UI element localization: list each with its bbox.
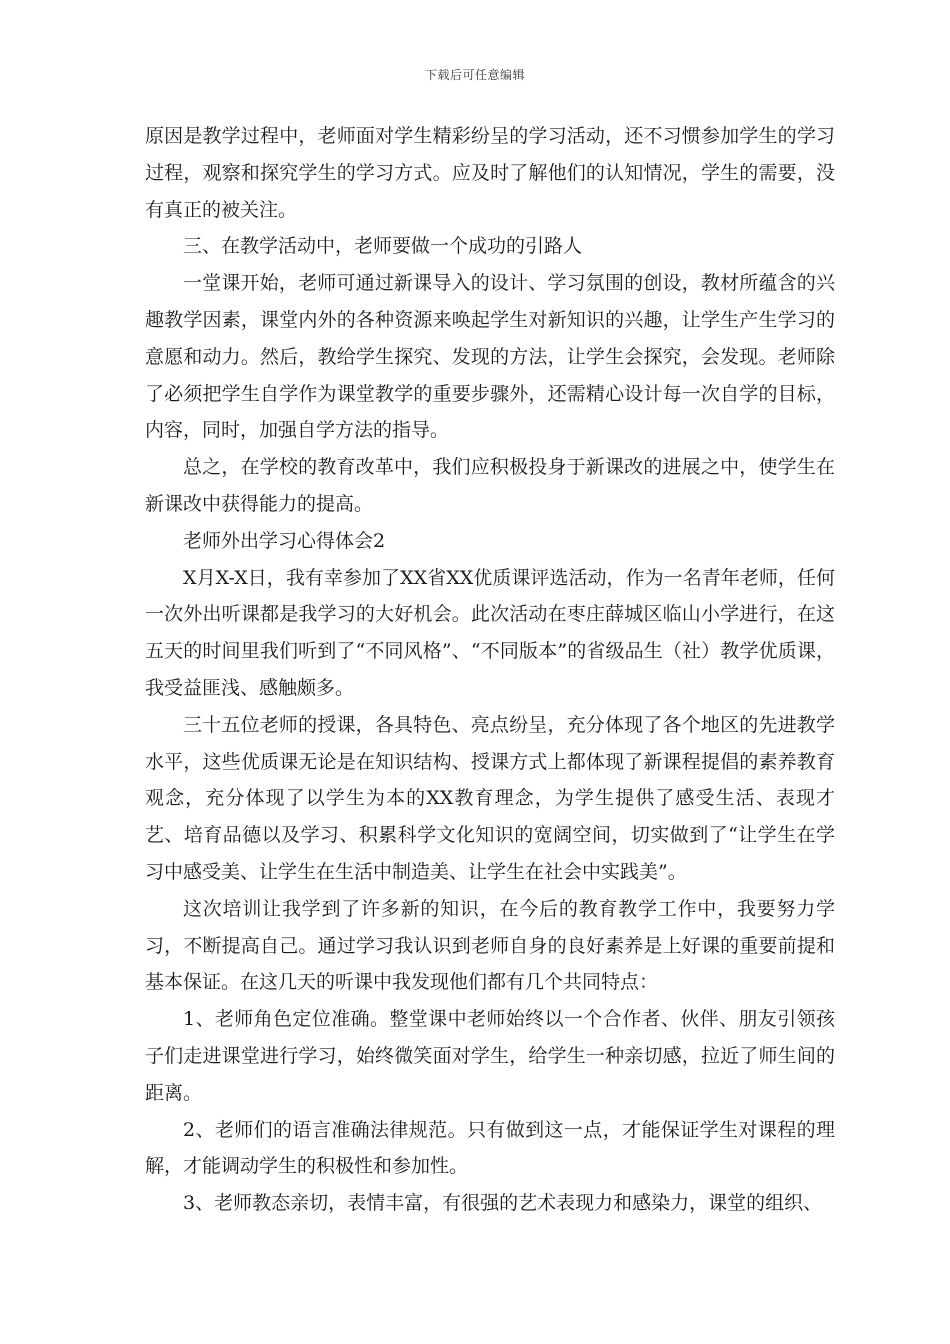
list-item-3: 3、老师教态亲切，表情丰富，有很强的艺术表现力和感染力，课堂的组织、 — [183, 1192, 823, 1215]
list-item-2: 2、老师们的语言准确法律规范。只有做到这一点，才能保证学生对课程的理解，才能调动学生的积极性和参加性。 — [145, 1118, 835, 1178]
paragraph-3: 一堂课开始，老师可通过新课导入的设计、学习氛围的创设，教材所蕴含的兴趣教学因素，课堂内外的各种资源来唤起学生对新知识的兴趣，让学生产生学习的意愿和动力。然后，教给学生探究、发现的方法，让学生会探究，会发现。老师除了必须把学生自学作为课堂教学的重要步骤外，还需精心设计每一次自学的目标，内容，同时，加强自学方法的指导。 — [145, 272, 835, 442]
paragraph-8: 这次培训让我学到了许多新的知识，在今后的教育教学工作中，我要努力学习，不断提高自己。通过学习我认识到老师自身的良好素养是上好课的重要前提和基本保证。在这几天的听课中我发现他们都有几个共同特点： — [145, 897, 835, 994]
section-heading: 老师外出学习心得体会2 — [183, 529, 386, 552]
list-item-1: 1、老师角色定位准确。整堂课中老师始终以一个合作者、伙伴、朋友引领孩子们走进课堂进行学习，始终微笑面对学生，给学生一种亲切感，拉近了师生间的距离。 — [145, 1008, 835, 1104]
paragraph-2: 三、在教学活动中，老师要做一个成功的引路人 — [183, 235, 583, 258]
paragraph-4: 总之，在学校的教育改革中，我们应积极投身于新课改的进展之中，使学生在新课改中获得能力的提高。 — [145, 456, 835, 515]
paragraph-1: 原因是教学过程中，老师面对学生精彩纷呈的学习活动，还不习惯参加学生的学习过程，观察和探究学生的学习方式。应及时了解他们的认知情况，学生的需要，没有真正的被关注。 — [145, 125, 835, 221]
paragraph-7: 三十五位老师的授课，各具特色、亮点纷呈，充分体现了各个地区的先进教学水平，这些优质课无论是在知识结构、授课方式上都体现了新课程提倡的素养教育观念，充分体现了以学生为本的XX教育理念，为学生提供了感受生活、表现才艺、培育品德以及学习、积累科学文化知识的宽阔空间，切实做到了“让学生在学习中感受美、让学生在生活中制造美、让学生在社会中实践美”。 — [145, 713, 835, 883]
document-body — [145, 118, 835, 1222]
page-header: 下载后可任意编辑 — [424, 68, 525, 82]
paragraph-6: X月X-X日，我有幸参加了XX省XX优质课评选活动，作为一名青年老师，任何一次外出听课都是我学习的大好机会。此次活动在枣庄薛城区临山小学进行，在这五天的时间里我们听到了“不同风格”、“不同版本”的省级品生（社）教学优质课，我受益匪浅、感触颇多。 — [145, 566, 835, 699]
